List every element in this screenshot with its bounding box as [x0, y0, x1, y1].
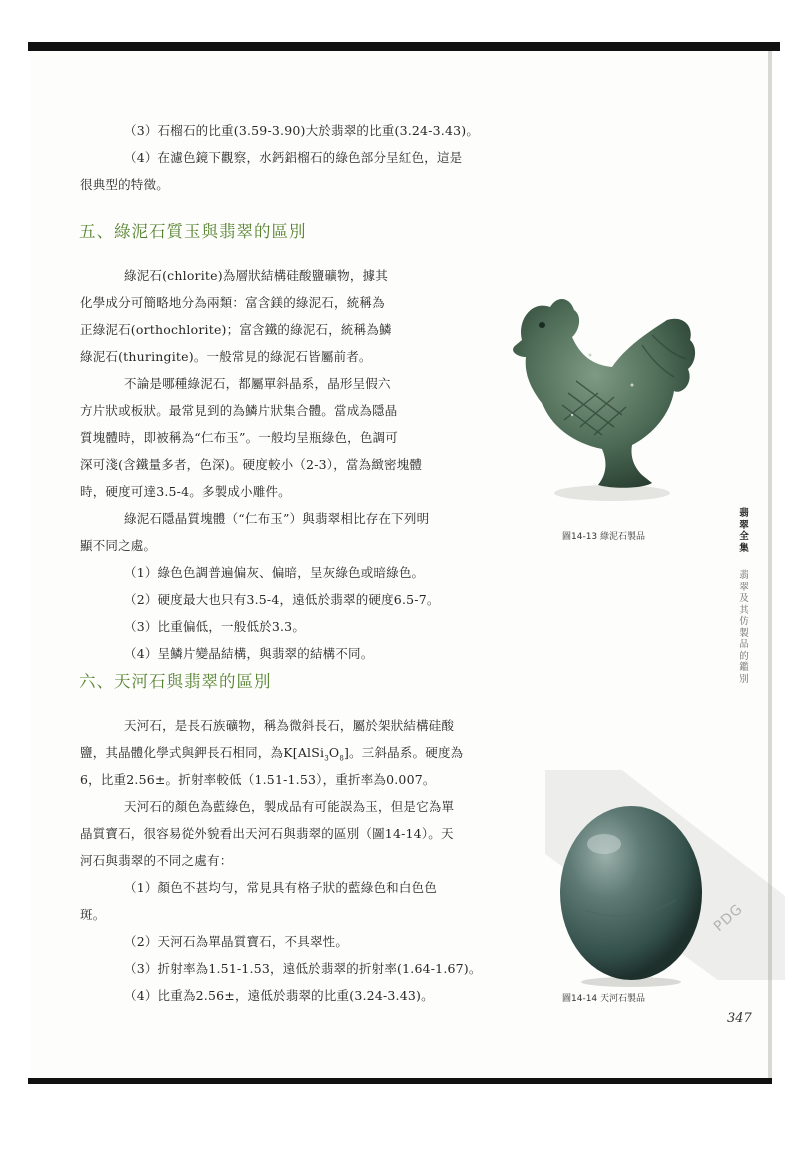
paragraph-line: 河石與翡翠的不同之處有： [80, 853, 233, 868]
paragraph-line-formula: 鹽，其晶體化學式與鉀長石相同，為$K[AlSi_3O_8]$。三斜晶系。硬度為 [80, 745, 464, 763]
page-top-border [28, 42, 780, 51]
page-number: 347 [727, 1011, 752, 1026]
chlorite-rooster-figure [502, 285, 698, 507]
list-item: （3）比重偏低，一般低於3.3。 [124, 619, 306, 634]
paragraph-line: 綠泥石(thuringite)。一般常見的綠泥石皆屬前者。 [80, 349, 372, 364]
list-item-continuation: 斑。 [80, 907, 106, 922]
list-item: （1）綠色色調普遍偏灰、偏暗，呈灰綠色或暗綠色。 [124, 565, 425, 580]
paragraph-line: （3）石榴石的比重(3.59-3.90)大於翡翠的比重(3.24-3.43)。 [124, 123, 480, 138]
amazonite-sphere-figure [556, 800, 706, 990]
paragraph-line: 天河石，是長石族礦物，稱為微斜長石，屬於架狀結構硅酸 [124, 718, 455, 733]
paragraph-line: 深可淺(含鐵量多者，色深)。硬度較小（2-3），當為緻密塊體 [80, 457, 423, 472]
paragraph-line: 綠泥石隱晶質塊體（“仁布玉”）與翡翠相比存在下列明 [124, 511, 430, 526]
side-index-book-title: 翡翠全集 [739, 508, 749, 554]
paragraph-line: 時，硬度可達3.5-4。多製成小雕件。 [80, 484, 291, 499]
list-item: （3）折射率為1.51-1.53，遠低於翡翠的折射率(1.64-1.67)。 [124, 961, 482, 976]
page-bottom-border [28, 1078, 772, 1084]
paragraph-line: 方片狀或板狀。最常見到的為鱗片狀集合體。當成為隱晶 [80, 403, 398, 418]
paragraph-line: 化學成分可簡略地分為兩類：富含鎂的綠泥石，統稱為 [80, 295, 385, 310]
paragraph-line: 天河石的顏色為藍綠色，製成品有可能誤為玉，但是它為單 [124, 799, 455, 814]
paragraph-line: 很典型的特徵。 [80, 177, 169, 192]
section-heading-amazonite: 六、天河石與翡翠的區別 [79, 672, 272, 691]
paragraph-line: 6，比重2.56±。折射率較低（1.51-1.53），重折率為0.007。 [80, 772, 436, 787]
list-item: （1）顏色不甚均勻，常見具有格子狀的藍綠色和白色色 [124, 880, 437, 895]
paragraph-line: 顯不同之處。 [80, 538, 157, 553]
paragraph-line: 正綠泥石(orthochlorite)；富含鐵的綠泥石，統稱為鱗 [80, 322, 392, 337]
figure-caption: 圖14-14 天河石製品 [562, 994, 646, 1004]
list-item: （4）比重為2.56±，遠低於翡翠的比重(3.24-3.43)。 [124, 988, 434, 1003]
list-item: （2）天河石為單晶質寶石，不具翠性。 [124, 934, 349, 949]
side-index-chapter: 翡翠及其仿製品的鑑別 [739, 570, 749, 685]
list-item: （4）呈鱗片變晶結構，與翡翠的結構不同。 [124, 646, 374, 661]
paragraph-line: 不論是哪種綠泥石，都屬單斜晶系，晶形呈假六 [124, 376, 391, 391]
section-heading-chlorite: 五、綠泥石質玉與翡翠的區別 [79, 222, 307, 241]
paragraph-line: （4）在濾色鏡下觀察，水鈣鋁榴石的綠色部分呈紅色，這是 [124, 150, 463, 165]
list-item: （2）硬度最大也只有3.5-4，遠低於翡翠的硬度6.5-7。 [124, 592, 440, 607]
paragraph-line: 晶質寶石，很容易從外貌看出天河石與翡翠的區別（圖14-14）。天 [80, 826, 454, 841]
paragraph-line: 質塊體時，即被稱為“仁布玉”。一般均呈瓶綠色，色調可 [80, 430, 398, 445]
figure-caption: 圖14-13 綠泥石製品 [562, 532, 646, 542]
watermark-text: PDG [710, 900, 747, 936]
paragraph-line: 綠泥石(chlorite)為層狀結構硅酸鹽礦物，據其 [124, 268, 388, 283]
